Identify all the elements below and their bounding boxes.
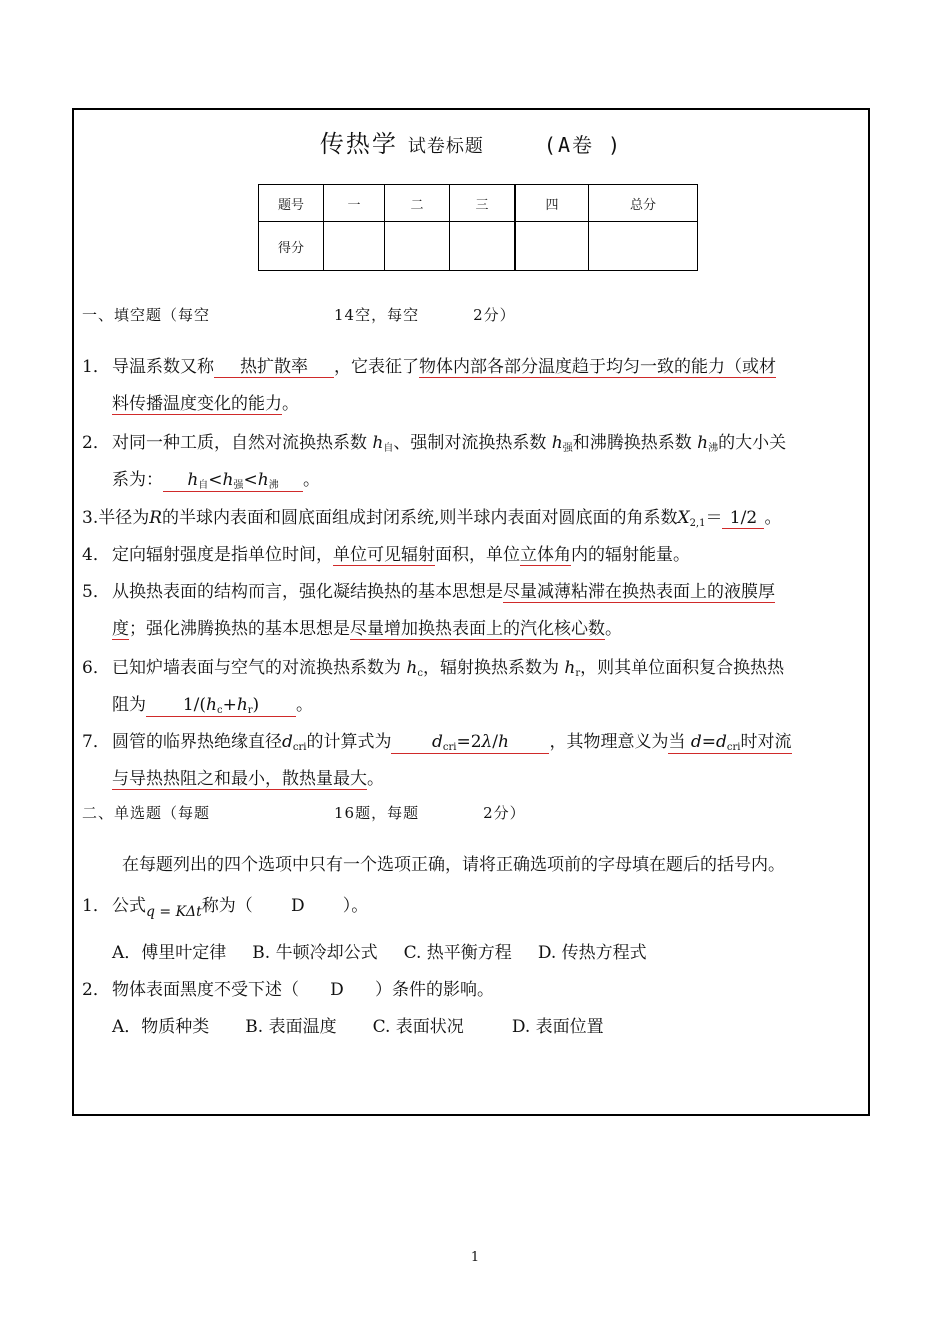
score-table — [258, 184, 698, 271]
score-header: 一 — [324, 185, 385, 222]
answer-blank: 与导热热阻之和最小，散热量最大 — [112, 764, 367, 790]
question-7: 7． 圆管的临界热绝缘直径$d_{cri}$的计算式为 $d_{cri}=2\lambda/h$ ，其物理意义为当 $d=d_{cri}$时对流 — [82, 727, 792, 754]
answer-blank: 料传播温度变化的能力 — [112, 389, 282, 415]
question-7-cont: 与导热热阻之和最小，散热量最大。 — [112, 764, 384, 790]
answer: D — [330, 980, 344, 1000]
score-cell — [450, 222, 516, 271]
option: D. 传热方程式 — [537, 943, 647, 963]
question-4: 4． 定向辐射强度是指单位时间，单位可见辐射面积，单位立体角内的辐射能量。 — [82, 540, 690, 566]
score-cell — [324, 222, 385, 271]
score-header: 四 — [515, 185, 589, 222]
score-header: 二 — [385, 185, 450, 222]
exam-frame — [72, 108, 870, 1116]
answer-blank: 尽量减薄粘滞在换热表面上的液膜厚 — [503, 577, 775, 603]
score-header: 题号 — [259, 185, 324, 222]
option: B. 表面温度 — [245, 1017, 337, 1037]
answer-blank: 热扩散率 — [214, 352, 334, 378]
answer-blank: $d_{cri}=2\lambda/h$ — [391, 732, 549, 754]
option: B. 牛顿冷却公式 — [252, 943, 378, 963]
question-5-cont: 度；强化沸腾换热的基本思想是尽量增加换热表面上的汽化核心数。 — [112, 614, 622, 640]
mc-options-1 — [112, 938, 647, 963]
paper-version: (A卷 ) — [543, 133, 623, 157]
section-heading-single-choice: 二、单选题（每题 16题，每题 2分） — [82, 804, 526, 822]
exam-title — [74, 124, 868, 159]
option: C. 表面状况 — [372, 1017, 464, 1037]
paper-subtitle: 试卷标题 — [407, 136, 484, 157]
answer-blank: $h_自<h_强<h_沸$ — [163, 470, 303, 492]
instructions: 在每题列出的四个选项中只有一个选项正确，请将正确选项前的字母填在题后的括号内。 — [122, 855, 785, 875]
option: C. 热平衡方程 — [403, 943, 512, 963]
score-cell — [589, 222, 698, 271]
question-6: 6． 已知炉墙表面与空气的对流换热系数为 $h_c$，辐射换热系数为 $h_r$，则其单位面积复合换热热 — [82, 658, 785, 679]
answer: D — [290, 896, 305, 916]
question-3: 3.半径为R的半球内表面和圆底面组成封闭系统,则半球内表面对圆底面的角系数$X_{2,1}= 1/2$ 。 — [82, 508, 782, 529]
answer-blank: 物体内部各部分温度趋于均匀一致的能力（或材 — [419, 352, 776, 378]
option: D. 表面位置 — [511, 1017, 604, 1037]
section-heading-fill-in: 一、填空题（每空 14空，每空 2分） — [82, 306, 516, 324]
option: A．物质种类 — [112, 1017, 210, 1037]
answer-blank: 立体角 — [520, 540, 571, 566]
question-2-cont: 系为： $h_自<h_强<h_沸$ 。 — [112, 470, 320, 491]
answer-blank: 度 — [112, 614, 129, 640]
question-1-cont: 料传播温度变化的能力。 — [112, 389, 299, 415]
formula: q = KΔt — [146, 904, 202, 920]
answer-blank: 当 $d=d_{cri}$时对流 — [668, 727, 791, 754]
answer-blank: 单位可见辐射 — [333, 540, 435, 566]
question-6-cont: 阻为 $1/(h_c+h_r)$ 。 — [112, 695, 313, 716]
mc-question-1: 1． 公式$_{q = K\Delta t}$称为（ D ）。 — [82, 896, 369, 920]
option: A．傅里叶定律 — [112, 943, 227, 963]
answer-blank: $1/(h_c+h_r)$ — [146, 695, 296, 717]
score-row-label: 得分 — [259, 222, 324, 271]
page-number: 1 — [470, 1250, 480, 1265]
question-1: 1． 导温系数又称 热扩散率 ，它表征了物体内部各部分温度趋于均匀一致的能力（或材 — [82, 352, 776, 378]
score-cell — [385, 222, 450, 271]
question-5: 5． 从换热表面的结构而言，强化凝结换热的基本思想是尽量减薄粘滞在换热表面上的液膜厚 — [82, 577, 775, 603]
answer-blank: 尽量增加换热表面上的汽化核心数 — [350, 614, 605, 640]
mc-options-2 — [112, 1012, 604, 1037]
score-header: 三 — [450, 185, 516, 222]
mc-question-2: 2． 物体表面黑度不受下述（ D ）条件的影响。 — [82, 980, 494, 1000]
score-cell — [515, 222, 589, 271]
course-name: 传热学 — [319, 130, 398, 158]
question-2: 2． 对同一种工质，自然对流换热系数 $h_自$、强制对流换热系数 $h_强$和沸腾换热系数 $h_沸$的大小关 — [82, 433, 787, 454]
answer-blank: 1/2 — [722, 508, 764, 529]
score-header: 总分 — [589, 185, 698, 222]
